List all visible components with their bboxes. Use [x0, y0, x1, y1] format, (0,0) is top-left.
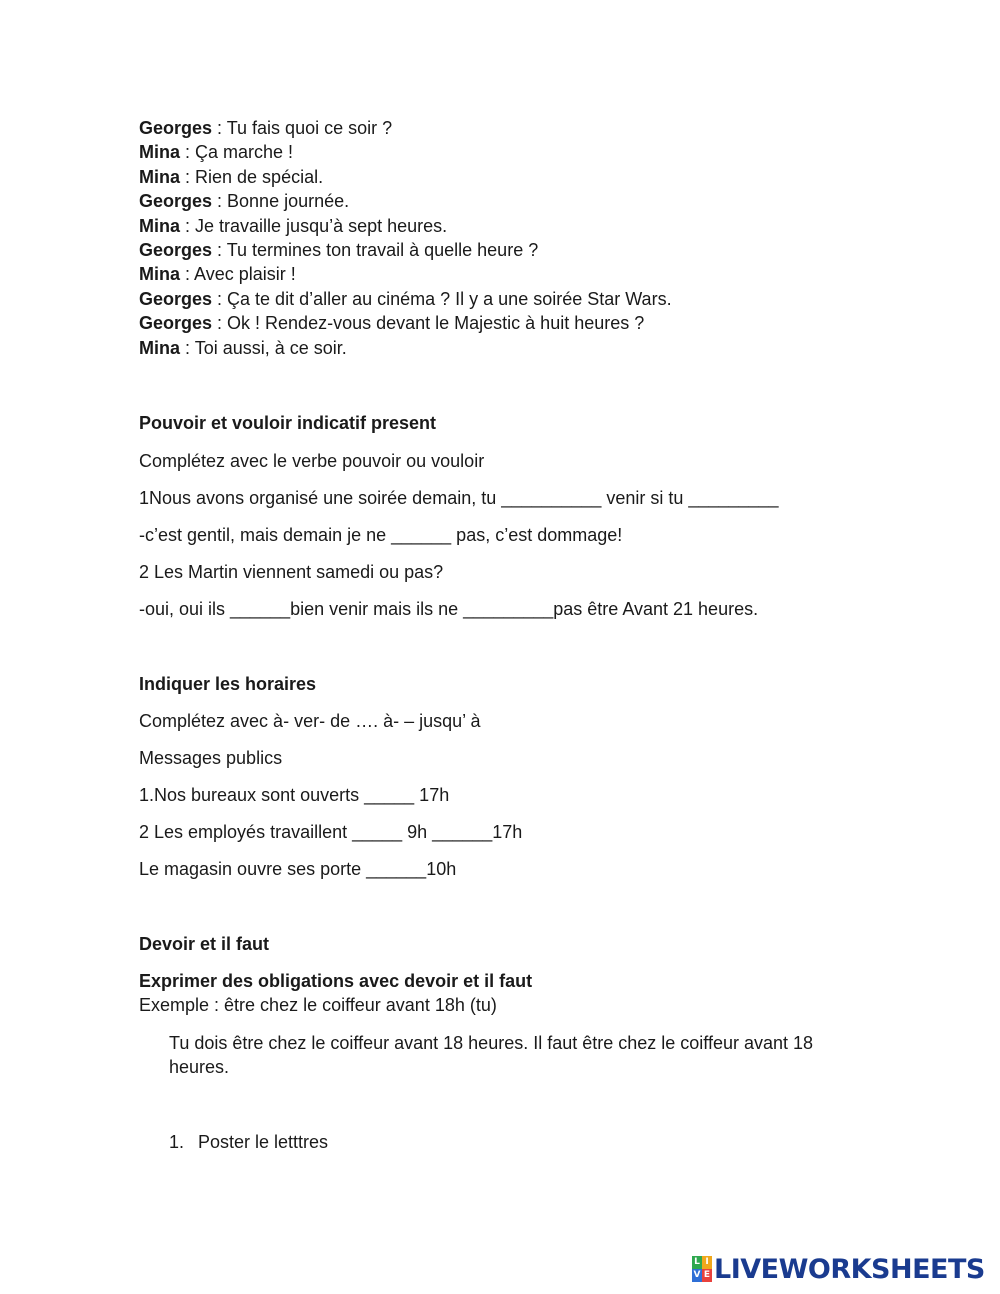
- exercise-line: -c’est gentil, mais demain je ne ______ pas, c’est dommage!: [139, 525, 623, 546]
- dialogue-line: [139, 116, 859, 140]
- speaker-name: Mina: [139, 142, 181, 163]
- speaker-name: Georges: [139, 288, 213, 309]
- dialogue-line: [139, 262, 859, 286]
- dialogue-line: [139, 311, 859, 335]
- dialogue-text: : Ça te dit d’aller au cinéma ? Il y a une soirée Star Wars.: [212, 288, 672, 309]
- dialogue-text: : Rien de spécial.: [180, 166, 324, 187]
- section-title-horaires: Indiquer les horaires: [139, 674, 317, 695]
- dialogue-block: [139, 116, 859, 360]
- section-title-devoir: Devoir et il faut: [139, 934, 270, 955]
- dialogue-text: : Tu termines ton travail à quelle heure ?: [212, 240, 539, 261]
- speaker-name: Georges: [139, 313, 213, 334]
- worksheet-page: [139, 116, 859, 1154]
- speaker-name: Mina: [139, 264, 181, 285]
- dialogue-text: : Bonne journée.: [212, 191, 350, 212]
- logo-letter: L: [692, 1256, 702, 1269]
- logo-letter: I: [702, 1256, 712, 1269]
- exercise-line: Le magasin ouvre ses porte ______10h: [139, 859, 457, 880]
- dialogue-line: [139, 165, 859, 189]
- exercise-line: 2 Les Martin viennent samedi ou pas?: [139, 562, 444, 583]
- example-prompt: Exemple : être chez le coiffeur avant 18h (tu): [139, 995, 497, 1016]
- logo-letter: V: [693, 1270, 701, 1280]
- logo-letter: E: [703, 1270, 711, 1280]
- list-item: [169, 1130, 859, 1154]
- logo-text: LIVEWORKSHEETS: [714, 1253, 985, 1285]
- speaker-name: Mina: [139, 215, 181, 236]
- dialogue-line: [139, 336, 859, 360]
- dialogue-line: [139, 238, 859, 262]
- section2-subtitle: Messages publics: [139, 748, 283, 769]
- exercise-line: 2 Les employés travaillent _____ 9h ______17h: [139, 822, 523, 843]
- dialogue-line: [139, 287, 859, 311]
- dialogue-text: : Toi aussi, à ce soir.: [180, 337, 347, 358]
- example-answer: Tu dois être chez le coiffeur avant 18 heures. Il faut être chez le coiffeur avant 18 heures.: [169, 1033, 814, 1078]
- section1-instruction: Complétez avec le verbe pouvoir ou vouloir: [139, 451, 485, 472]
- speaker-name: Georges: [139, 240, 213, 261]
- list-text: Poster le letttres: [198, 1132, 329, 1153]
- section3-subtitle: Exprimer des obligations avec devoir et il faut: [139, 971, 533, 992]
- dialogue-text: : Tu fais quoi ce soir ?: [212, 118, 393, 138]
- dialogue-line: [139, 140, 859, 164]
- dialogue-text: : Ça marche !: [180, 142, 294, 163]
- speaker-name: Georges: [139, 118, 213, 138]
- exercise-line: -oui, oui ils ______bien venir mais ils ne _________pas être Avant 21 heures.: [139, 599, 759, 620]
- liveworksheets-logo: [692, 1254, 985, 1284]
- speaker-name: Mina: [139, 337, 181, 358]
- logo-mark-icon: [692, 1256, 712, 1282]
- section-title-pouvoir-vouloir: Pouvoir et vouloir indicatif present: [139, 413, 437, 434]
- exercise-line: 1.Nos bureaux sont ouverts _____ 17h: [139, 785, 450, 806]
- dialogue-text: : Ok ! Rendez-vous devant le Majestic à huit heures ?: [212, 313, 645, 334]
- section2-instruction: Complétez avec à- ver- de …. à- – jusqu’ à: [139, 711, 481, 732]
- speaker-name: Mina: [139, 166, 181, 187]
- exercise-line: 1Nous avons organisé une soirée demain, tu __________ venir si tu _________: [139, 488, 779, 509]
- dialogue-line: [139, 189, 859, 213]
- list-number: 1.: [169, 1132, 185, 1153]
- dialogue-text: : Avec plaisir !: [180, 264, 296, 285]
- dialogue-text: : Je travaille jusqu’à sept heures.: [180, 215, 448, 236]
- speaker-name: Georges: [139, 191, 213, 212]
- dialogue-line: [139, 214, 859, 238]
